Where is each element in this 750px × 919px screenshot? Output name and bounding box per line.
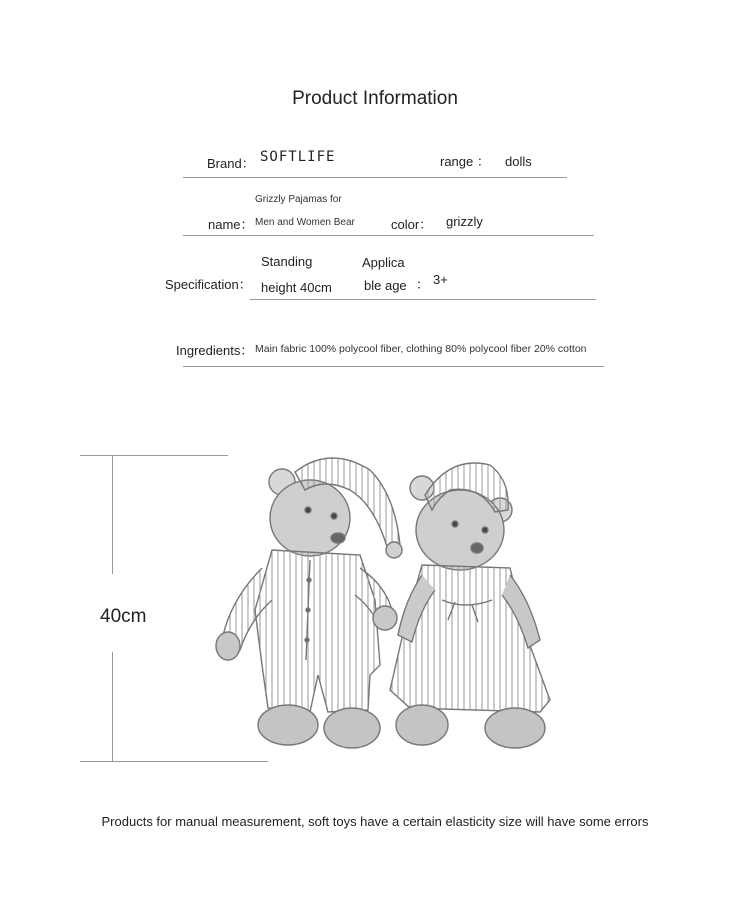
color-label: color： (391, 217, 433, 232)
name-label: name： (208, 217, 254, 232)
dimension-label: 40cm (100, 606, 147, 627)
row-divider-3 (250, 299, 596, 300)
age-label-line2: ble age (364, 278, 407, 293)
spec-value-line1: Standing (261, 254, 313, 269)
row-divider-1 (183, 177, 567, 178)
ingredients-label: Ingredients： (176, 343, 254, 358)
spec-label: Specification： (165, 277, 252, 292)
name-value-line2: Men and Women Bear (255, 217, 355, 228)
age-value: 3+ (433, 272, 448, 287)
page-title: Product Information (292, 88, 458, 109)
spec-value-line2: height 40cm (261, 280, 332, 295)
ingredients-value: Main fabric 100% polycool fiber, clothing 80% polycool fiber 20% cotton (255, 343, 587, 355)
dimension-vertical-lower (112, 652, 113, 761)
row-divider-4 (183, 366, 604, 367)
age-colon: ： (416, 277, 430, 292)
dimension-top-line (80, 455, 228, 456)
teddy-bears-pajamas-illustration (210, 450, 555, 765)
measurement-note: Products for manual measurement, soft toys have a certain elasticity size will have some errors (101, 814, 649, 829)
brand-label: Brand： (207, 156, 255, 171)
brand-value: SOFTLIFE (260, 149, 336, 165)
range-value: dolls (505, 154, 532, 169)
row-divider-2 (183, 235, 594, 236)
age-label-line1: Applica (362, 255, 405, 270)
range-label: range ： (440, 154, 490, 169)
name-value-line1: Grizzly Pajamas for (255, 194, 342, 205)
color-value: grizzly (446, 214, 483, 229)
dimension-vertical-upper (112, 456, 113, 574)
